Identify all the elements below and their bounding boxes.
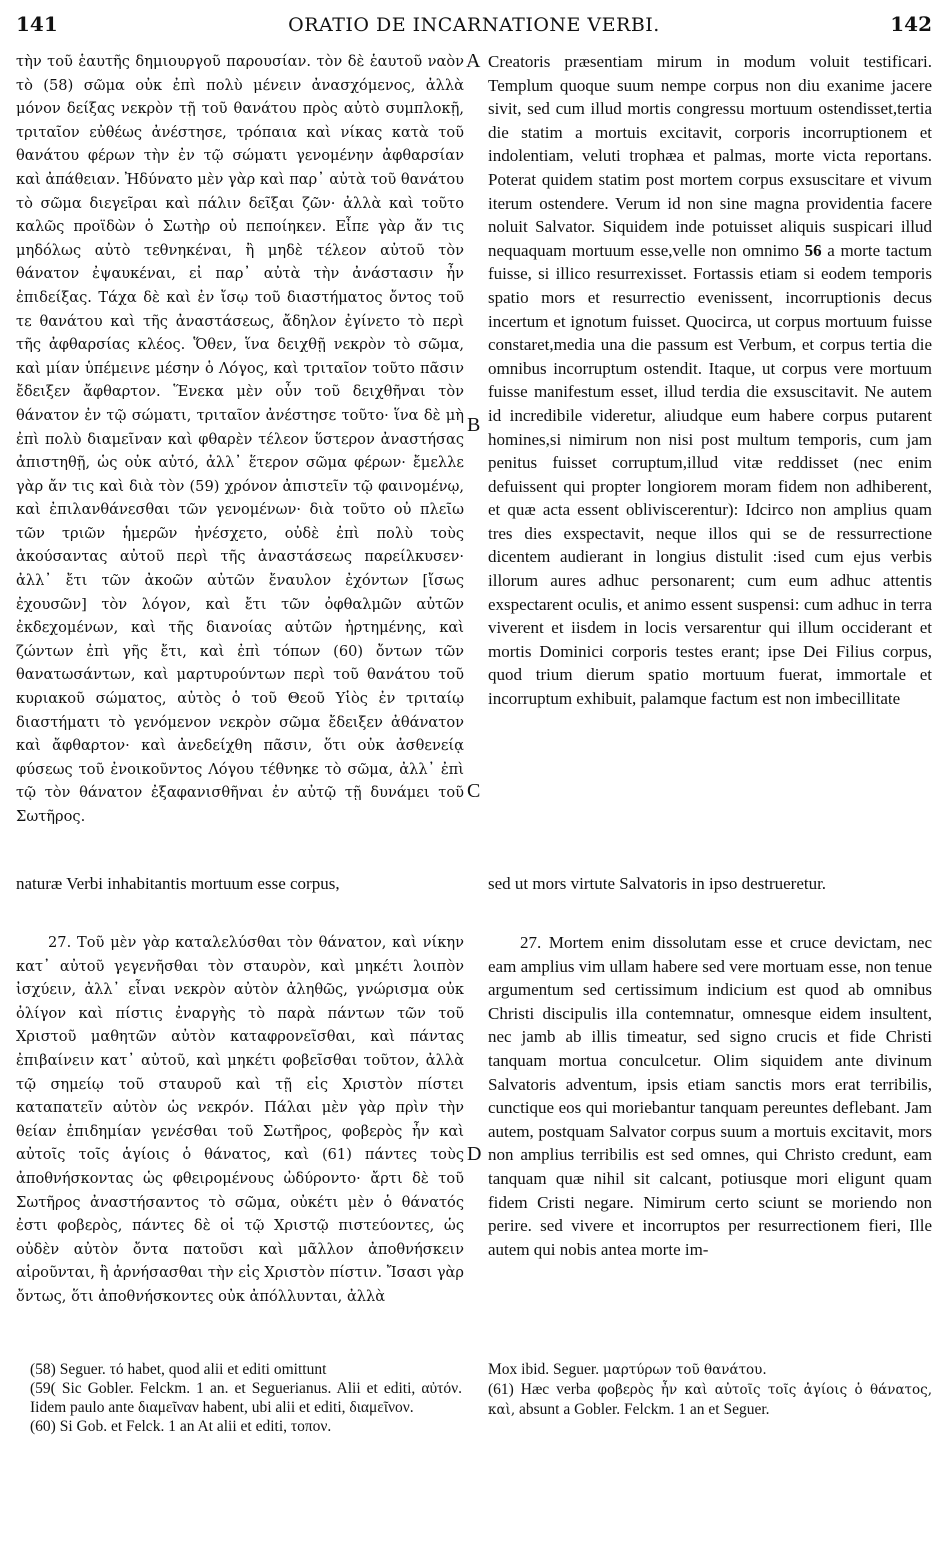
footnote-59: (59( Sic Gobler. Felckm. 1 an. et Seguerianus. Alii et editi, αὐτόν. Iidem paulo ante διαμεῖναν habent, ubi alii et editi, διαμεῖνον.: [30, 1380, 462, 1416]
footnote-intro-greek: μαρτύρων τοῦ θανάτου.: [602, 1362, 767, 1378]
greek-paragraph: τὴν τοῦ ἑαυτῆς δημιουργοῦ παρουσίαν. τὸν δὲ ἑαυτοῦ ναὸν τὸ (58) σῶμα οὐκ ἐπὶ πολὺ μένειν ἀνασχόμενος, ἀλλὰ μόνον δείξας νεκρὸν τῇ τοῦ θανάτου πρὸς αὐτὸ συμπλοκῇ, τριταῖον εὐθέως ἀνέστησε, τρόπαια καὶ νίκας κατὰ τοῦ θανάτου φέρων τὴν ἐν τῷ σώματι γενομένην ἀφθαρσίαν καὶ ἀπάθειαν. Ἠδύνατο μὲν γὰρ καὶ παρ᾽ αὐτὰ τοῦ θανάτου τὸ σῶμα διεγεῖραι καὶ πάλιν δεῖξαι ζῶν· ἀλλὰ καὶ τοῦτο καλῶς προϊδὼν ὁ Σωτὴρ οὐ πεποίηκεν. Εἶπε γὰρ ἄν τις μηδόλως αὐτὸ τεθνηκέναι, ἢ μηδὲ τέλεον αὐτοῦ τὸν θάνατον ἐψαυκέναι, εἰ παρ᾽ αὐτὰ τὴν ἀνάστασιν ἦν ἐπιδείξας. Τάχα δὲ καὶ ἐν ἴσῳ τοῦ διαστήματος ὄντος τοῦ τε θανάτου καὶ τῆς ἀναστάσεως, ἄδηλον ἐγίνετο τὸ περὶ τῆς ἀφθαρσίας κλέος. Ὅθεν, ἵνα δειχθῇ νεκρὸν τὸ σῶμα, καὶ μίαν ὑπέμεινε μέσην ὁ Λόγος, καὶ τριταῖον τοῦτο πᾶσιν ἔδειξεν ἄφθαρτον. Ἕνεκα μὲν οὖν τοῦ δειχθῆναι τὸν θάνατον ἐν τῷ σώματι, τριταῖον ἀνέστησε τοῦτο· ἵνα δὲ μὴ ἐπὶ πολὺ διαμεῖναν καὶ φθαρὲν τέλεον ὕστερον ἀναστήσας ἀπιστηθῇ, ὡς οὐκ αὐτό, ἀλλ᾽ ἕτερον σῶμα φέρων· ἔμελλε γὰρ ἄν τις καὶ διὰ τὸν (59) χρόνον ἀπιστεῖν τῷ φαινομένῳ, καὶ ἐπιλανθάνεσθαι τῶν γενομένων· διὰ τοῦτο οὐ πλεῖω τῶν τριῶν ἡμερῶν ἠνέσχετο, οὐδὲ ἐπὶ πολὺ τοὺς ἀκούσαντας αὐτοῦ περὶ τῆς ἀναστάσεως παρείλκυσεν· ἀλλ᾽ ἔτι τῶν ἀκοῶν αὐτῶν ἔναυλον ἐχόντων [ἴσως ἐχουσῶν] τὸν λόγον, καὶ ἔτι τῶν ὀφθαλμῶν αὐτῶν ἐκδεχομένων, καὶ τῆς διανοίας αὐτῶν ἠρτημένης, καὶ ζώντων ἐπὶ γῆς ἔτι, καὶ ἐπὶ τόπων (60) ὄντων τῶν θανατωσάντων, καὶ μαρτυρούντων περὶ τοῦ θανάτου τοῦ κυριακοῦ σώματος, αὐτὸς ὁ τοῦ Θεοῦ Υἱὸς ἐν τριταίῳ διαστήματι τὸ γενόμενον νεκρὸν σῶμα ἔδειξεν ἀθάνατον καὶ ἄφθαρτον· καὶ ἀνεδείχθη πᾶσιν, ὅτι οὐκ ἀσθενείᾳ φύσεως τοῦ ἐνοικοῦντος Λόγου τέθνηκε τὸ σῶμα, ἀλλ᾽ ἐπὶ τῷ τὸν θάνατον ἐξαφανισθῆναι ἐν αὐτῷ τῇ δυνάμει τοῦ Σωτῆρος.: [16, 53, 464, 825]
footnotes-left: [30, 1360, 462, 1436]
latin-text-after-number: a morte tactum fuisse, si illico resurrexisset. Fortassis etiam si eodem temporis spatio mors et resurrectio evenissent, incorruptionis decus incertum et ignotum fuisset. Quocirca, ut corpus mortuum fuisse constaret,media una die passum est Verbum, et corpus tertia die omnibus incorruptum ostendit. Itaque, ut corpus vere mortuum fuisse manifestum esset, illud terdia die exsuscitavit. Ne autem id incredibile videretur, aliudque eum habere corpus putarent homines,si nimirum non nisi post multum temporis, cum jam penitus fuisset corruptum,illud vitæ reddisset (nec enim defuissent qui propter longiorem moram fidem non adhiberent, et quæ acta essent obliviscerentur): Idcirco non amplius quam tres dies exspectavit, neque illos qui se de ressurrectione dicentem audierant in longius distulit :ised cum ejus verbis illorum aures adhuc personarent; cum eum adhuc attentis exspectarent oculis, et animo essent suspensi: cum adhuc in terra viverent et iisdem in locis versarentur qui illum occiderant et mortis Dominici corporis testes erant; ipse Dei Filius corpus, quod trium dierum spatio mortuum fuerat, immortale et incorruptum exhibuit, palamque factum est non imbecillitate: [488, 240, 933, 709]
footnote-intro: Mox ibid. Seguer.: [488, 1361, 600, 1378]
page-number-left: 141: [16, 12, 58, 36]
section-marker-d: D: [467, 1143, 482, 1165]
footnote-61-post: absunt a Gobler. Felckm. 1 an et Seguer.: [519, 1401, 770, 1418]
latin-column-part1: [488, 50, 932, 711]
latin-paragraph: [488, 50, 932, 711]
bridge-line-left: naturæ Verbi inhabitantis mortuum esse corpus,: [16, 874, 340, 893]
running-title: ORATIO DE INCARNATIONE VERBI.: [288, 14, 660, 36]
column-number: 56: [804, 240, 822, 260]
footnote-61: [488, 1380, 932, 1420]
greek-section-27: 27. Τοῦ μὲν γὰρ καταλελύσθαι τὸν θάνατον, καὶ νίκην κατ᾽ αὐτοῦ γεγενῆσθαι τὸν σταυρὸν, καὶ μηκέτι λοιπὸν ἰσχύειν, ἀλλ᾽ εἶναι νεκρὸν αὐτὸν ἀληθῶς, γνώρισμα οὐκ ὀλίγον καὶ πίστις ἐναργὴς τὸ παρὰ πάντων τῶν τοῦ Χριστοῦ μαθητῶν αὐτὸν καταφρονεῖσθαι, καὶ πάντας ἐπιβαίνειν κατ᾽ αὐτοῦ, καὶ μηκέτι φοβεῖσθαι τοῦτον, ἀλλὰ τῷ σημείῳ τοῦ σταυροῦ καὶ τῇ εἰς Χριστὸν πίστει καταπατεῖν αὐτὸν ὡς νεκρόν. Πάλαι μὲν γὰρ πρὶν τὴν θείαν ἐπιδημίαν γενέσθαι τοῦ Σωτῆρος, φοβερὸς ἦν καὶ αὐτοῖς τοῖς ἁγίοις ὁ θάνατος, καὶ (61) πάντες τοὺς ἀποθνήσκοντας ὡς φθειρομένους ὠδύροντο· ἄρτι δὲ τοῦ Σωτῆρος ἀναστήσαντος τὸ σῶμα, οὐκέτι μὲν ὁ θάνατός ἐστι φοβερὸς, πάντες δὲ οἱ τῷ Χριστῷ πιστεύοντες, ὡς οὐδὲν αὐτὸν ὄντα πατοῦσι καὶ μᾶλλον ἀποθνήσκειν αἱροῦνται, ἢ ἀρνήσασθαι τὴν εἰς Χριστὸν πίστιν. Ἴσασι γὰρ ὄντως, ὅτι ἀποθνήσκοντες οὐκ ἀπόλλυνται, ἀλλὰ: [16, 934, 464, 1305]
footnote-58: (58) Seguer. τό habet, quod alii et editi omittunt: [30, 1361, 327, 1378]
greek-column-part2: [16, 931, 464, 1309]
footnote-continuation: [488, 1360, 932, 1380]
latin-column-part2: [488, 931, 932, 1261]
footnote-60: (60) Si Gob. et Felck. 1 an At alii et editi, τοπον.: [30, 1418, 332, 1435]
latin-text-before-number: Creatoris præsentiam mirum in modum voluit testificari. Templum quoque suum nempe corpus non diu exanime jacere sivit, sed cum illud mortis congressu mortuum ostendisset,tertia die statim a mortuis excitavit, corporis incorruptionem et indolentiam, veluti trophæa et palmas, morte victa reportans. Poterat quidem statim post mortem corpus exsuscitare et vivum iterum ostendere. Verum id non sine magna providentia facere noluit Salvator. Siquidem inde potuisset aliquis suspicari illud nequaquam mortuum esse,velle non omnimo: [488, 52, 932, 260]
greek-column-part1: [16, 50, 464, 829]
footnote-61-pre: (61) Hæc verba: [488, 1381, 591, 1398]
footnote-61-greek: φοβερὸς ἦν καὶ αὐτοῖς τοῖς ἁγίοις ὁ θάνατος, καὶ,: [488, 1382, 933, 1418]
footnotes-right: [488, 1360, 932, 1420]
running-header: [16, 12, 932, 38]
bridge-line-right: sed ut mors virtute Salvatoris in ipso destrueretur.: [488, 874, 827, 893]
section-marker-a: A: [466, 50, 481, 72]
page-number-right: 142: [890, 12, 932, 36]
latin-section-27: 27. Mortem enim dissolutam esse et cruce devictam, nec eam amplius vim ullam habere sed vere mortuam esse, non tenue argumentum sed certissimum indicium est quod ab omnibus Christi discipulis illa contemnatur, omnesque eidem insultent, nec jamb ab illis timeatur, sed signo crucis et fide Christi tanquam mortua conculcetur. Olim siquidem ante divinum Salvatoris adventum, ipsis etiam sanctis mors erat terribilis, cunctique eos qui moriebantur tanquam pereuntes deflebant. Jam autem, postquam Salvator corpus suum a mortuis excitavit, mors non amplius terribilis est sed omnes, qui Christo credunt, eam tanquam quæ nihil sit calcant, potiusque mori eligunt quam fidem Cristi negare. Nimirum certo sciunt se moriendo non perire. sed vivere et incorruptos per resurrectionem fieri, Ille autem qui nobis antea morte im-: [488, 933, 932, 1259]
section-marker-b: B: [467, 414, 481, 436]
section-marker-c: C: [467, 780, 481, 802]
